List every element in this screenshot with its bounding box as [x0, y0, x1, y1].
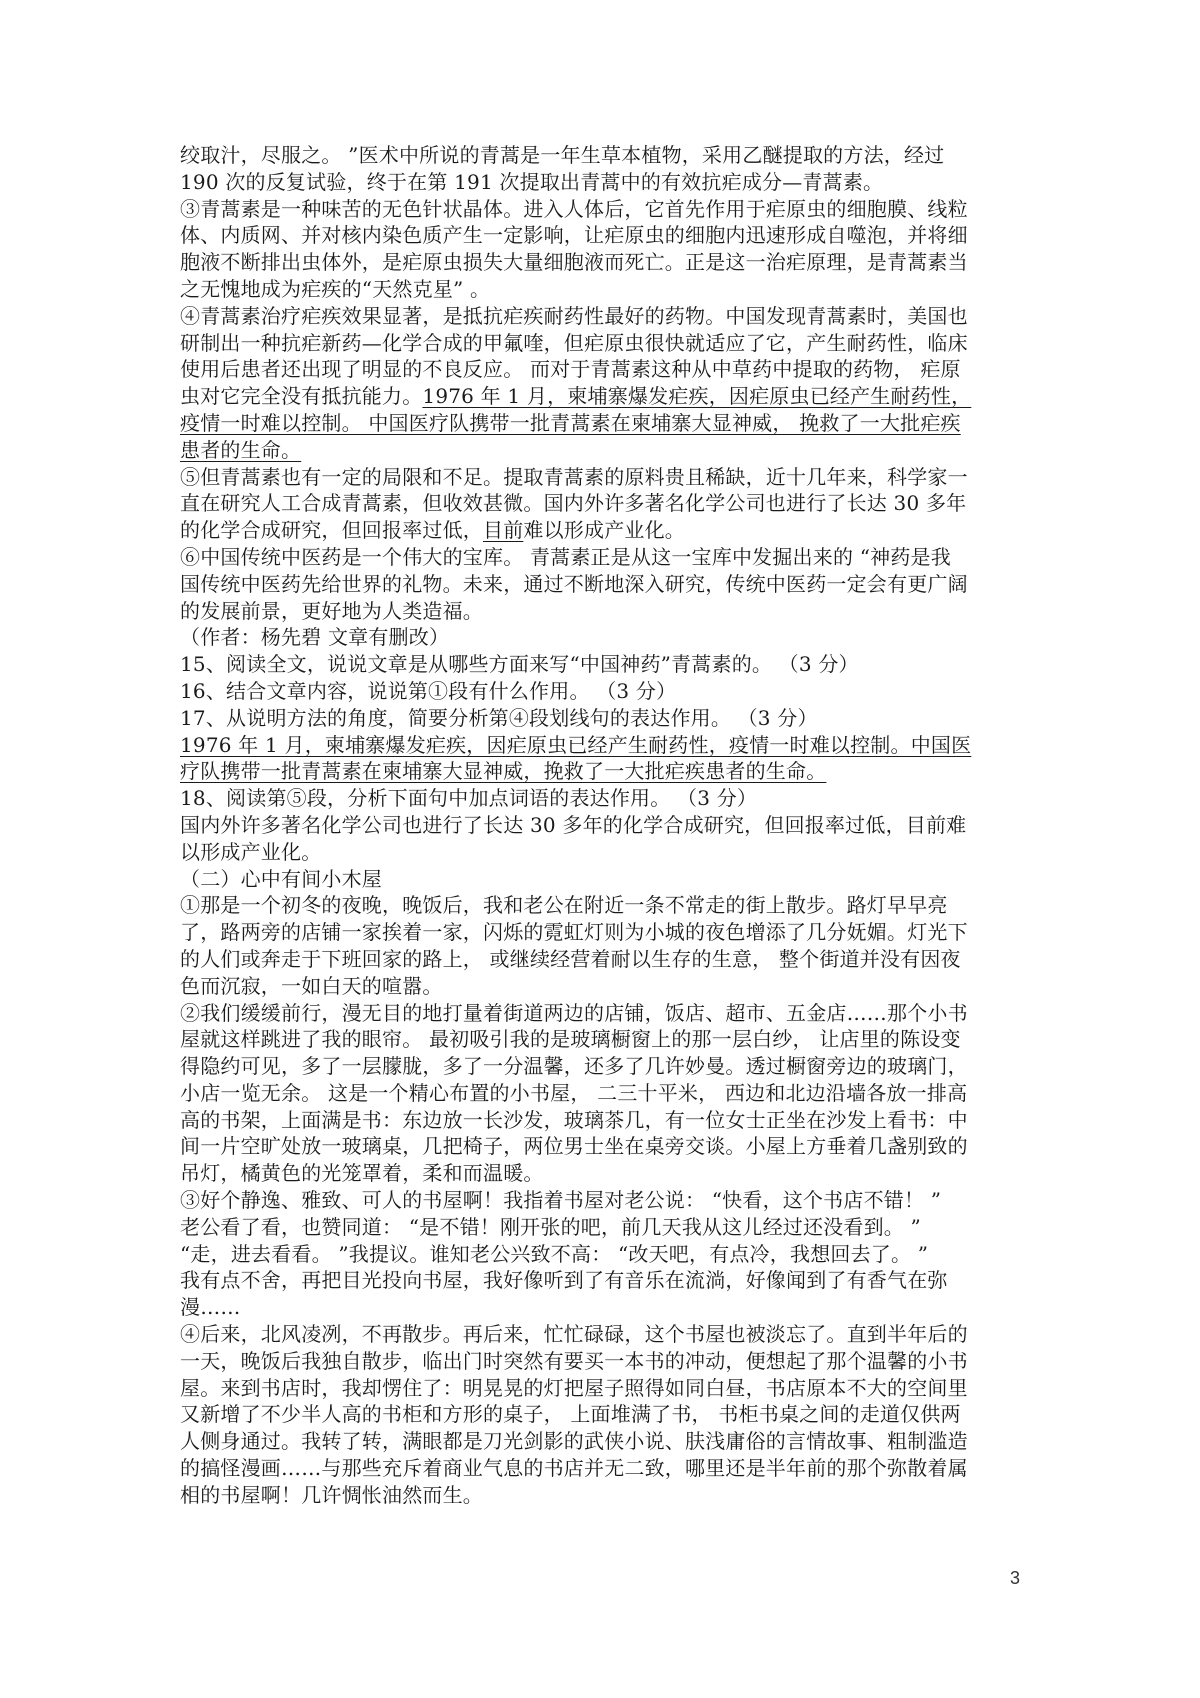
- text-line: [180, 169, 1020, 196]
- text-line: [180, 142, 1020, 169]
- text-line: [180, 517, 1020, 544]
- text-line: [180, 598, 1020, 625]
- text-line-content: 体、内质网、并对核内染色质产生一定影响，让疟原虫的细胞内迅速形成自噬泡，并将细: [180, 223, 968, 248]
- text-line: [180, 1482, 1020, 1509]
- text-line: [180, 544, 1020, 571]
- text-line: [180, 410, 1020, 437]
- text-line: [180, 196, 1020, 223]
- text-line-content: 高的书架，上面满是书：东边放一长沙发，玻璃茶几，有一位女士正坐在沙发上看书：中: [180, 1107, 968, 1132]
- text-line-content: 疫情一时难以控制。 中国医疗队携带一批青蒿素在柬埔寨大显神威， 挽救了一大批疟疾: [180, 410, 961, 435]
- text-line-content: 的搞怪漫画……与那些充斥着商业气息的书店并无二致，哪里还是半年前的那个弥散着属: [180, 1456, 968, 1481]
- text-line-content: 虫对它完全没有抵抗能力。: [180, 384, 423, 409]
- text-line: [180, 330, 1020, 357]
- text-line: [180, 651, 1020, 678]
- text-line: [180, 1133, 1020, 1160]
- text-line: [180, 785, 1020, 812]
- text-line: [180, 1080, 1020, 1107]
- text-line-content: 16、结合文章内容，说说第①段有什么作用。 （3 分）: [180, 678, 677, 703]
- text-line: [180, 571, 1020, 598]
- text-line: [180, 705, 1020, 732]
- text-line-content: 了，路两旁的店铺一家挨着一家，闪烁的霓虹灯则为小城的夜色增添了几分妩媚。灯光下: [180, 920, 968, 945]
- text-line: [180, 946, 1020, 973]
- text-line: [180, 1321, 1020, 1348]
- page-number: 3: [1010, 1568, 1021, 1588]
- text-line-content: 色而沉寂，一如白天的喧嚣。: [180, 973, 443, 998]
- text-line: [180, 1187, 1020, 1214]
- text-line: [180, 276, 1020, 303]
- text-line-content: 一天，晚饭后我独自散步，临出门时突然有要买一本书的冲动，便想起了那个温馨的小书: [180, 1348, 968, 1373]
- text-line-content: 屋。来到书店时，我却愣住了：明晃晃的灯把屋子照得如同白昼，书店原本不大的空间里: [180, 1375, 968, 1400]
- text-line-content: 国内外许多著名化学公司也进行了长达 30 多年的化学合成研究，但回报率过低，目前难: [180, 812, 967, 837]
- text-line-content: 以形成产业化。: [180, 839, 322, 864]
- text-line-content: ④后来，北风凌冽，不再散步。再后来，忙忙碌碌，这个书屋也被淡忘了。直到半年后的: [180, 1322, 968, 1347]
- text-line-content: 的发展前景，更好地为人类造福。: [180, 598, 483, 623]
- text-line-content: 190 次的反复试验，终于在第 191 次提取出青蒿中的有效抗疟成分—青蒿素。: [180, 169, 884, 194]
- text-line-content: 国传统中医药先给世界的礼物。未来，通过不断地深入研究，传统中医药一定会有更广阔: [180, 571, 968, 596]
- text-line-content: 的人们或奔走于下班回家的路上， 或继续经营着耐以生存的生意， 整个街道并没有因夜: [180, 946, 961, 971]
- text-line-content: ④青蒿素治疗疟疾效果显著，是抵抗疟疾耐药性最好的药物。中国发现青蒿素时，美国也: [180, 303, 968, 328]
- text-line-content: 老公看了看，也赞同道： “是不错！刚开张的吧，前几天我从这儿经过还没看到。 ”: [180, 1214, 921, 1239]
- text-line-content: 人侧身通过。我转了转，满眼都是刀光剑影的武侠小说、肤浅庸俗的言情故事、粗制滥造: [180, 1429, 968, 1454]
- text-line: [180, 919, 1020, 946]
- text-line: [180, 356, 1020, 383]
- text-line: [180, 1107, 1020, 1134]
- text-line: [180, 249, 1020, 276]
- text-line: [180, 1294, 1020, 1321]
- text-line: [180, 1401, 1020, 1428]
- text-line-content: “走，进去看看。 ”我提议。谁知老公兴致不高： “改天吧，有点冷，我想回去了。 ”: [180, 1241, 929, 1266]
- underlined-text: 目前: [483, 518, 524, 543]
- text-line: [180, 1214, 1020, 1241]
- text-line: [180, 1000, 1020, 1027]
- text-line-content: 疗队携带一批青蒿素在柬埔寨大显神威，挽救了一大批疟疾患者的生命。: [180, 759, 827, 784]
- text-line: [180, 222, 1020, 249]
- text-line-content: 难以形成产业化。: [523, 518, 686, 543]
- text-line: [180, 1241, 1020, 1268]
- document-body: [180, 142, 1020, 1509]
- text-line: [180, 624, 1020, 651]
- text-line: [180, 383, 1020, 410]
- text-line: [180, 758, 1020, 785]
- text-line-content: （二）心中有间小木屋: [180, 866, 382, 891]
- text-line-content: 漫……: [180, 1295, 241, 1320]
- text-line: [180, 839, 1020, 866]
- text-line-content: 患者的生命。: [180, 437, 302, 462]
- text-line-content: 15、阅读全文，说说文章是从哪些方面来写“中国神药”青蒿素的。 （3 分）: [180, 652, 859, 677]
- text-line-content: 屋就这样跳进了我的眼帘。 最初吸引我的是玻璃橱窗上的那一层白纱， 让店里的陈设变: [180, 1027, 961, 1052]
- text-line-content: ③青蒿素是一种味苦的无色针状晶体。进入人体后，它首先作用于疟原虫的细胞膜、线粒: [180, 196, 968, 221]
- text-line-content: 18、阅读第⑤段，分析下面句中加点词语的表达作用。 （3 分）: [180, 786, 758, 811]
- text-line: [180, 1348, 1020, 1375]
- text-line: [180, 812, 1020, 839]
- text-line-content: 直在研究人工合成青蒿素，但收效甚微。国内外许多著名化学公司也进行了长达 30 多年: [180, 491, 967, 516]
- text-line-content: 小店一览无余。 这是一个精心布置的小书屋， 二三十平米， 西边和北边沿墙各放一排高: [180, 1080, 968, 1105]
- text-line-content: 得隐约可见，多了一层朦胧，多了一分温馨，还多了几许妙曼。透过橱窗旁边的玻璃门，: [180, 1054, 968, 1079]
- text-line-content: 间一片空旷处放一玻璃桌，几把椅子，两位男士坐在桌旁交谈。小屋上方垂着几盏别致的: [180, 1134, 968, 1159]
- text-line-content: 相的书屋啊！几许惆怅油然而生。: [180, 1482, 483, 1507]
- text-line: [180, 1375, 1020, 1402]
- text-line-content: ③好个静逸、雅致、可人的书屋啊！我指着书屋对老公说： “快看，这个书店不错！ ”: [180, 1188, 942, 1213]
- text-line: [180, 1267, 1020, 1294]
- text-line: [180, 1160, 1020, 1187]
- text-line-content: 17、从说明方法的角度，简要分析第④段划线句的表达作用。 （3 分）: [180, 705, 818, 730]
- text-line-content: （作者：杨先碧 文章有删改）: [180, 625, 450, 650]
- text-line-content: 我有点不舍，再把目光投向书屋，我好像听到了有音乐在流淌，好像闻到了有香气在弥: [180, 1268, 948, 1293]
- text-line-content: 的化学合成研究，但回报率过低，: [180, 518, 483, 543]
- text-line-content: ①那是一个初冬的夜晚，晚饭后，我和老公在附近一条不常走的街上散步。路灯早早亮: [180, 893, 948, 918]
- text-line-content: 之无愧地成为疟疾的“天然克星” 。: [180, 276, 491, 301]
- text-line: [180, 303, 1020, 330]
- text-line-content: 绞取汁，尽服之。 ”医术中所说的青蒿是一年生草本植物，采用乙醚提取的方法，经过: [180, 143, 945, 167]
- text-line-content: 使用后患者还出现了明显的不良反应。 而对于青蒿素这种从中草药中提取的药物， 疟原: [180, 357, 961, 382]
- text-line: [180, 437, 1020, 464]
- text-line: [180, 732, 1020, 759]
- text-line-content: 吊灯，橘黄色的光笼罩着，柔和而温暖。: [180, 1161, 544, 1186]
- text-line-content: ⑥中国传统中医药是一个伟大的宝库。 青蒿素正是从这一宝库中发掘出来的 “神药是我: [180, 544, 951, 569]
- text-line-content: ②我们缓缓前行，漫无目的地打量着街道两边的店铺，饭店、超市、五金店……那个小书: [180, 1000, 968, 1025]
- text-line: [180, 1026, 1020, 1053]
- text-line: [180, 973, 1020, 1000]
- text-line: [180, 866, 1020, 893]
- text-line-content: 又新增了不少半人高的书柜和方形的桌子， 上面堆满了书， 书柜书桌之间的走道仅供两: [180, 1402, 961, 1427]
- text-line-content: ⑤但青蒿素也有一定的局限和不足。提取青蒿素的原料贵且稀缺，近十几年来，科学家一: [180, 464, 968, 489]
- text-line: [180, 892, 1020, 919]
- text-line-content: 研制出一种抗疟新药—化学合成的甲氟喹，但疟原虫很快就适应了它，产生耐药性，临床: [180, 330, 968, 355]
- text-line: [180, 464, 1020, 491]
- text-line: [180, 1428, 1020, 1455]
- text-line: [180, 1455, 1020, 1482]
- text-line: [180, 1053, 1020, 1080]
- text-line-content: 1976 年 1 月，柬埔寨爆发疟疾，因疟原虫已经产生耐药性，疫情一时难以控制。中国医: [180, 732, 972, 757]
- text-line-content: 胞液不断排出虫体外，是疟原虫损失大量细胞液而死亡。正是这一治疟原理，是青蒿素当: [180, 250, 968, 275]
- text-line: [180, 490, 1020, 517]
- text-line: [180, 678, 1020, 705]
- underlined-text: 1976 年 1 月，柬埔寨爆发疟疾，因疟原虫已经产生耐药性，: [422, 384, 972, 409]
